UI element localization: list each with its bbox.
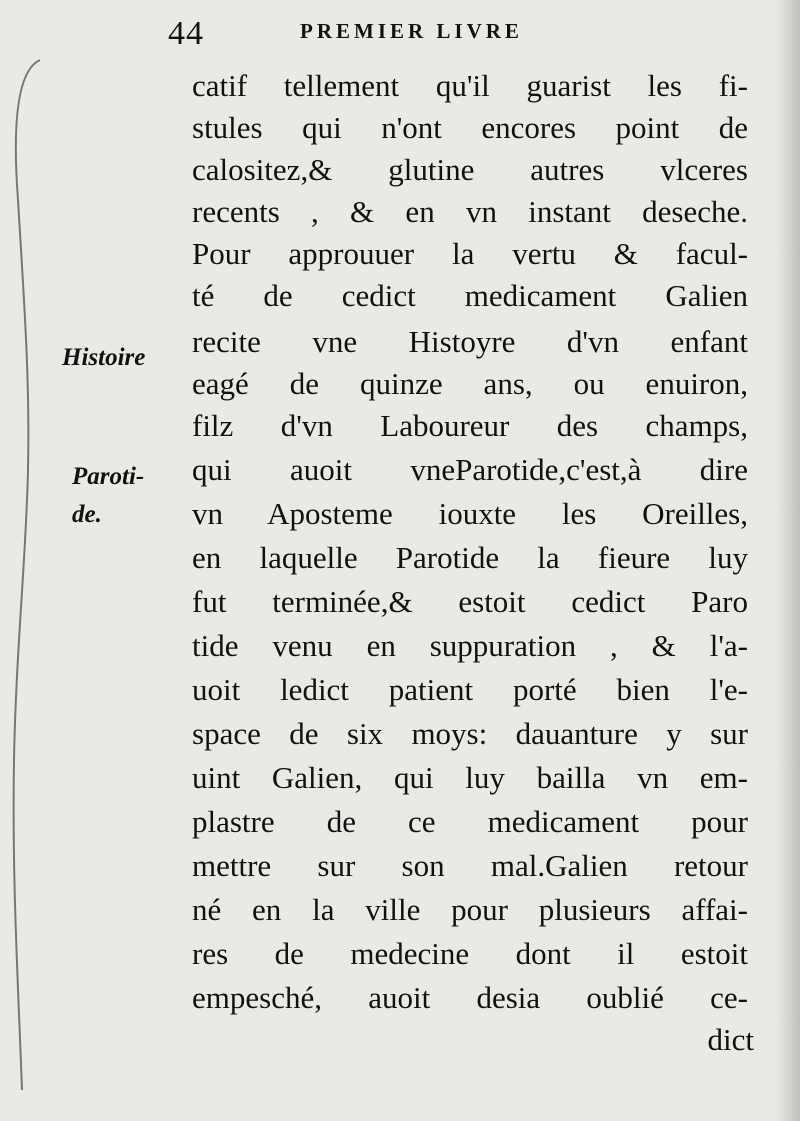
body-line: plastre de ce medicament pour bbox=[192, 804, 748, 839]
body-line: né en la ville pour plusieurs affai- bbox=[192, 892, 748, 927]
body-line: recents , & en vn instant deseche. bbox=[192, 194, 748, 229]
page-curl-shadow bbox=[0, 0, 60, 1121]
body-line: filz d'vn Laboureur des champs, bbox=[192, 408, 748, 443]
body-line: uint Galien, qui luy bailla vn em- bbox=[192, 760, 748, 795]
page-number: 44 bbox=[168, 15, 204, 52]
body-line: stules qui n'ont encores point de bbox=[192, 110, 748, 145]
margin-note-histoire: Histoire bbox=[62, 344, 146, 371]
body-line: mettre sur son mal.Galien retour bbox=[192, 848, 748, 883]
body-line: en laquelle Parotide la fieure luy bbox=[192, 540, 748, 575]
body-line: calositez,& glutine autres vlceres bbox=[192, 152, 748, 187]
margin-note-parotide-2: de. bbox=[72, 501, 102, 528]
body-line: té de cedict medicament Galien bbox=[192, 278, 748, 313]
body-line: qui auoit vneParotide,c'est,à dire bbox=[192, 452, 748, 487]
body-line: Pour approuuer la vertu & facul- bbox=[192, 236, 748, 271]
body-line: catif tellement qu'il guarist les fi- bbox=[192, 68, 748, 103]
body-line: res de medecine dont il estoit bbox=[192, 936, 748, 971]
body-line: uoit ledict patient porté bien l'e- bbox=[192, 672, 748, 707]
body-line: fut terminée,& estoit cedict Paro bbox=[192, 584, 748, 619]
body-line: recite vne Histoyre d'vn enfant bbox=[192, 324, 748, 359]
body-line: vn Aposteme iouxte les Oreilles, bbox=[192, 496, 748, 531]
catchword: dict bbox=[707, 1022, 754, 1057]
body-line: eagé de quinze ans, ou enuiron, bbox=[192, 366, 748, 401]
running-head: PREMIER LIVRE bbox=[300, 19, 523, 43]
page-edge-shadow bbox=[776, 0, 800, 1121]
body-line: empesché, auoit desia oublié ce- bbox=[192, 980, 748, 1015]
body-line: space de six moys: dauanture y sur bbox=[192, 716, 748, 751]
margin-note-parotide-1: Paroti- bbox=[72, 463, 145, 490]
body-line: tide venu en suppuration , & l'a- bbox=[192, 628, 748, 663]
